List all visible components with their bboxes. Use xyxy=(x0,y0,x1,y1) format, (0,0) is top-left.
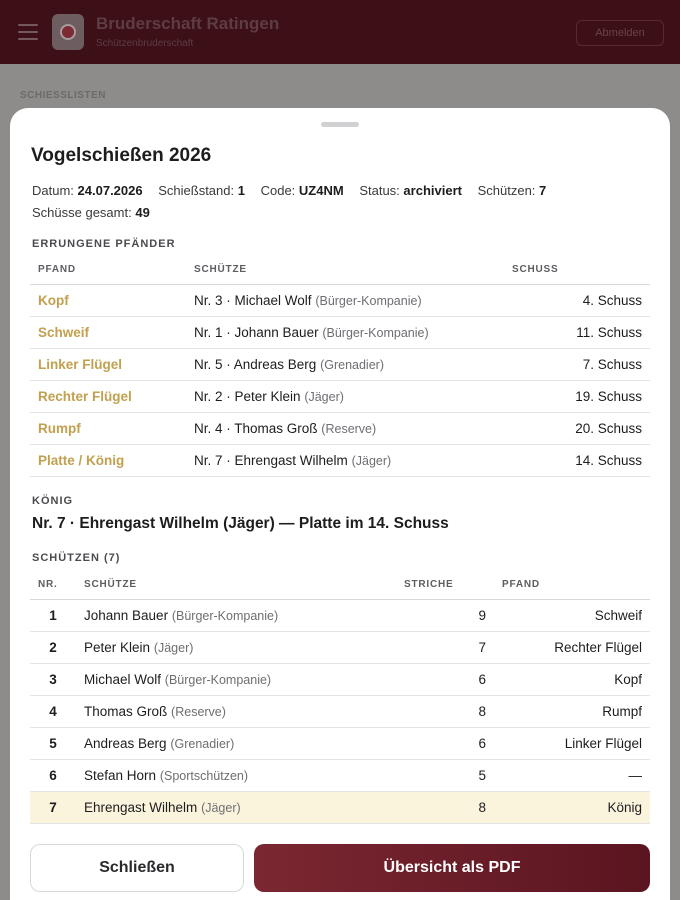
meta-date: Datum: 24.07.2026 xyxy=(32,183,143,198)
meta-shooters: Schützen: 7 xyxy=(477,183,547,198)
pfand-name: Schweif xyxy=(30,316,186,348)
pfand-shooter: Nr. 7 · Ehrengast Wilhelm (Jäger) xyxy=(186,444,504,476)
shooter-pfand: Rechter Flügel xyxy=(494,631,650,663)
shooter-number: 7 xyxy=(30,791,76,823)
pfand-shot: 14. Schuss xyxy=(504,444,650,476)
app-header xyxy=(0,0,680,64)
table-row-koenig xyxy=(30,791,650,823)
shooter-striche: 7 xyxy=(396,631,494,663)
shooter-number: 4 xyxy=(30,695,76,727)
sheet-grabber[interactable] xyxy=(321,122,359,127)
table-header-row xyxy=(30,256,650,284)
meta-total-shots: Schüsse gesamt: 49 xyxy=(32,205,150,220)
pfand-name: Platte / König xyxy=(30,444,186,476)
shooter-striche: 9 xyxy=(396,599,494,631)
table-row xyxy=(30,759,650,791)
shooter-pfand: Schweif xyxy=(494,599,650,631)
koenig-section-label: KÖNIG xyxy=(32,495,74,507)
app-subtitle: Schützenbruderschaft xyxy=(96,38,194,49)
table-row xyxy=(30,284,650,316)
table-row xyxy=(30,663,650,695)
pfand-name: Linker Flügel xyxy=(30,348,186,380)
meta-info xyxy=(32,180,652,224)
shooter-striche: 6 xyxy=(396,727,494,759)
meta-status: Status: archiviert xyxy=(359,183,462,198)
table-row xyxy=(30,348,650,380)
schuetzen-section-label: SCHÜTZEN (7) xyxy=(32,552,121,564)
table-header-row xyxy=(30,571,650,599)
pfand-shooter: Nr. 1 · Johann Bauer (Bürger-Kompanie) xyxy=(186,316,504,348)
shooter-pfand: — xyxy=(494,759,650,791)
shooter-pfand: Rumpf xyxy=(494,695,650,727)
shooter-pfand: König xyxy=(494,791,650,823)
close-button[interactable]: Schließen xyxy=(30,844,244,892)
sheet-title: Vogelschießen 2026 xyxy=(31,145,212,166)
meta-code: Code: UZ4NM xyxy=(260,183,344,198)
table-row xyxy=(30,444,650,476)
pfand-shot: 19. Schuss xyxy=(504,380,650,412)
koenig-summary: Nr. 7 · Ehrengast Wilhelm (Jäger) — Platte im 14. Schuss xyxy=(32,515,449,532)
column-header-schuetze: SCHÜTZE xyxy=(186,256,504,284)
pfand-shot: 4. Schuss xyxy=(504,284,650,316)
pfand-shot: 7. Schuss xyxy=(504,348,650,380)
table-row xyxy=(30,599,650,631)
pfand-shooter: Nr. 4 · Thomas Groß (Reserve) xyxy=(186,412,504,444)
column-header-nr: NR. xyxy=(30,571,76,599)
table-row xyxy=(30,316,650,348)
shooter-name: Johann Bauer (Bürger-Kompanie) xyxy=(76,599,396,631)
pfand-shot: 20. Schuss xyxy=(504,412,650,444)
pfand-name: Rechter Flügel xyxy=(30,380,186,412)
shooter-name: Stefan Horn (Sportschützen) xyxy=(76,759,396,791)
shooter-name: Peter Klein (Jäger) xyxy=(76,631,396,663)
pfaender-section-label: ERRUNGENE PFÄNDER xyxy=(32,238,176,250)
pfand-name: Rumpf xyxy=(30,412,186,444)
column-header-schuetze: SCHÜTZE xyxy=(76,571,396,599)
shooter-pfand: Linker Flügel xyxy=(494,727,650,759)
pfaender-table xyxy=(30,256,650,477)
shooter-striche: 6 xyxy=(396,663,494,695)
shooter-striche: 8 xyxy=(396,695,494,727)
shooter-name: Ehrengast Wilhelm (Jäger) xyxy=(76,791,396,823)
brotherhood-logo xyxy=(52,14,84,50)
background-section-label: SCHIESSLISTEN xyxy=(20,90,106,101)
table-row xyxy=(30,380,650,412)
shooter-number: 2 xyxy=(30,631,76,663)
shooter-number: 5 xyxy=(30,727,76,759)
column-header-striche: STRICHE xyxy=(396,571,494,599)
schuetzen-table xyxy=(30,571,650,824)
table-row xyxy=(30,631,650,663)
shooter-striche: 5 xyxy=(396,759,494,791)
column-header-pfand: PFAND xyxy=(30,256,186,284)
table-row xyxy=(30,695,650,727)
shooter-name: Andreas Berg (Grenadier) xyxy=(76,727,396,759)
column-header-schuss: SCHUSS xyxy=(504,256,650,284)
menu-icon[interactable] xyxy=(18,24,38,40)
logout-button[interactable]: Abmelden xyxy=(576,20,664,46)
shooter-name: Michael Wolf (Bürger-Kompanie) xyxy=(76,663,396,695)
detail-sheet xyxy=(10,108,670,900)
shooter-number: 3 xyxy=(30,663,76,695)
pfand-shooter: Nr. 2 · Peter Klein (Jäger) xyxy=(186,380,504,412)
shooter-number: 6 xyxy=(30,759,76,791)
shooter-name: Thomas Groß (Reserve) xyxy=(76,695,396,727)
meta-range: Schießstand: 1 xyxy=(158,183,245,198)
pfand-name: Kopf xyxy=(30,284,186,316)
shooter-striche: 8 xyxy=(396,791,494,823)
column-header-pfand: PFAND xyxy=(494,571,650,599)
app-title: Bruderschaft Ratingen xyxy=(96,14,280,33)
table-row xyxy=(30,727,650,759)
shooter-number: 1 xyxy=(30,599,76,631)
export-pdf-button[interactable]: Übersicht als PDF xyxy=(254,844,650,892)
pfand-shot: 11. Schuss xyxy=(504,316,650,348)
shooter-pfand: Kopf xyxy=(494,663,650,695)
pfand-shooter: Nr. 3 · Michael Wolf (Bürger-Kompanie) xyxy=(186,284,504,316)
pfand-shooter: Nr. 5 · Andreas Berg (Grenadier) xyxy=(186,348,504,380)
table-row xyxy=(30,412,650,444)
